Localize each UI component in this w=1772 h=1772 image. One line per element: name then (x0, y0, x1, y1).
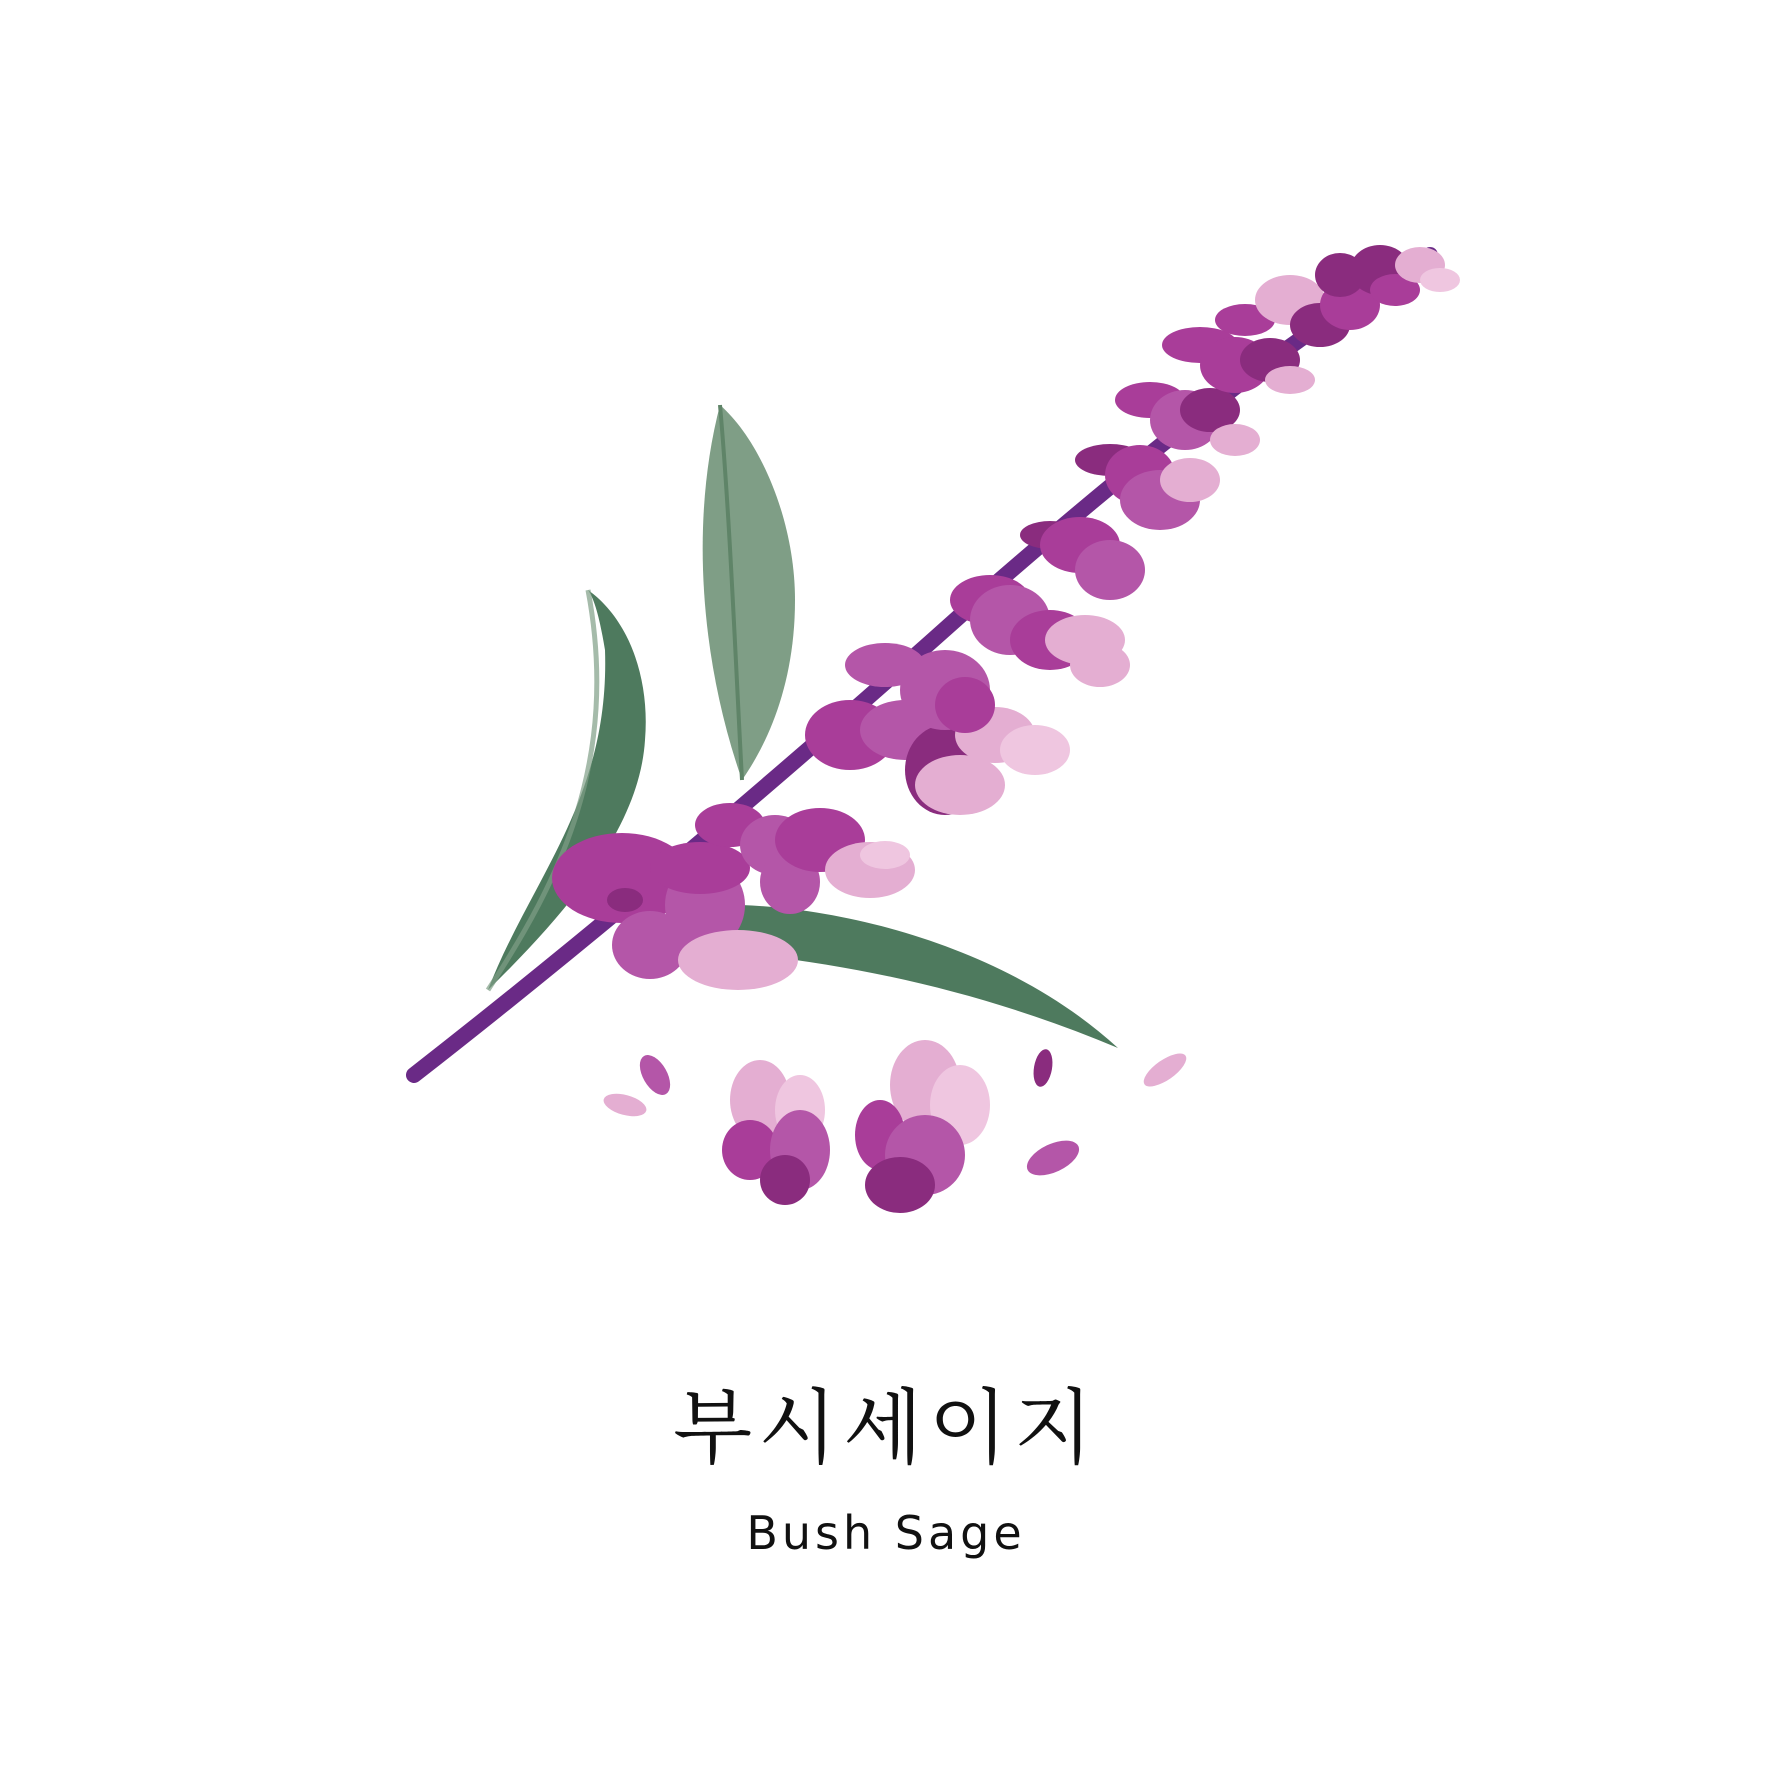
fallen-blossom (855, 1040, 990, 1213)
petal (1139, 1047, 1191, 1092)
leaf-tall (703, 405, 795, 780)
fallen-petals (601, 1040, 1191, 1213)
petal (1022, 1133, 1085, 1182)
flower-cluster (1075, 444, 1220, 530)
flower-cluster (1020, 517, 1145, 600)
fallen-blossom (722, 1060, 830, 1205)
title-english: Bush Sage (746, 1506, 1026, 1560)
flower-spike (552, 245, 1460, 990)
title-korean: 부시세이지 (672, 1381, 1100, 1476)
petal (1031, 1048, 1055, 1089)
petal (634, 1050, 677, 1100)
petal (601, 1090, 649, 1121)
